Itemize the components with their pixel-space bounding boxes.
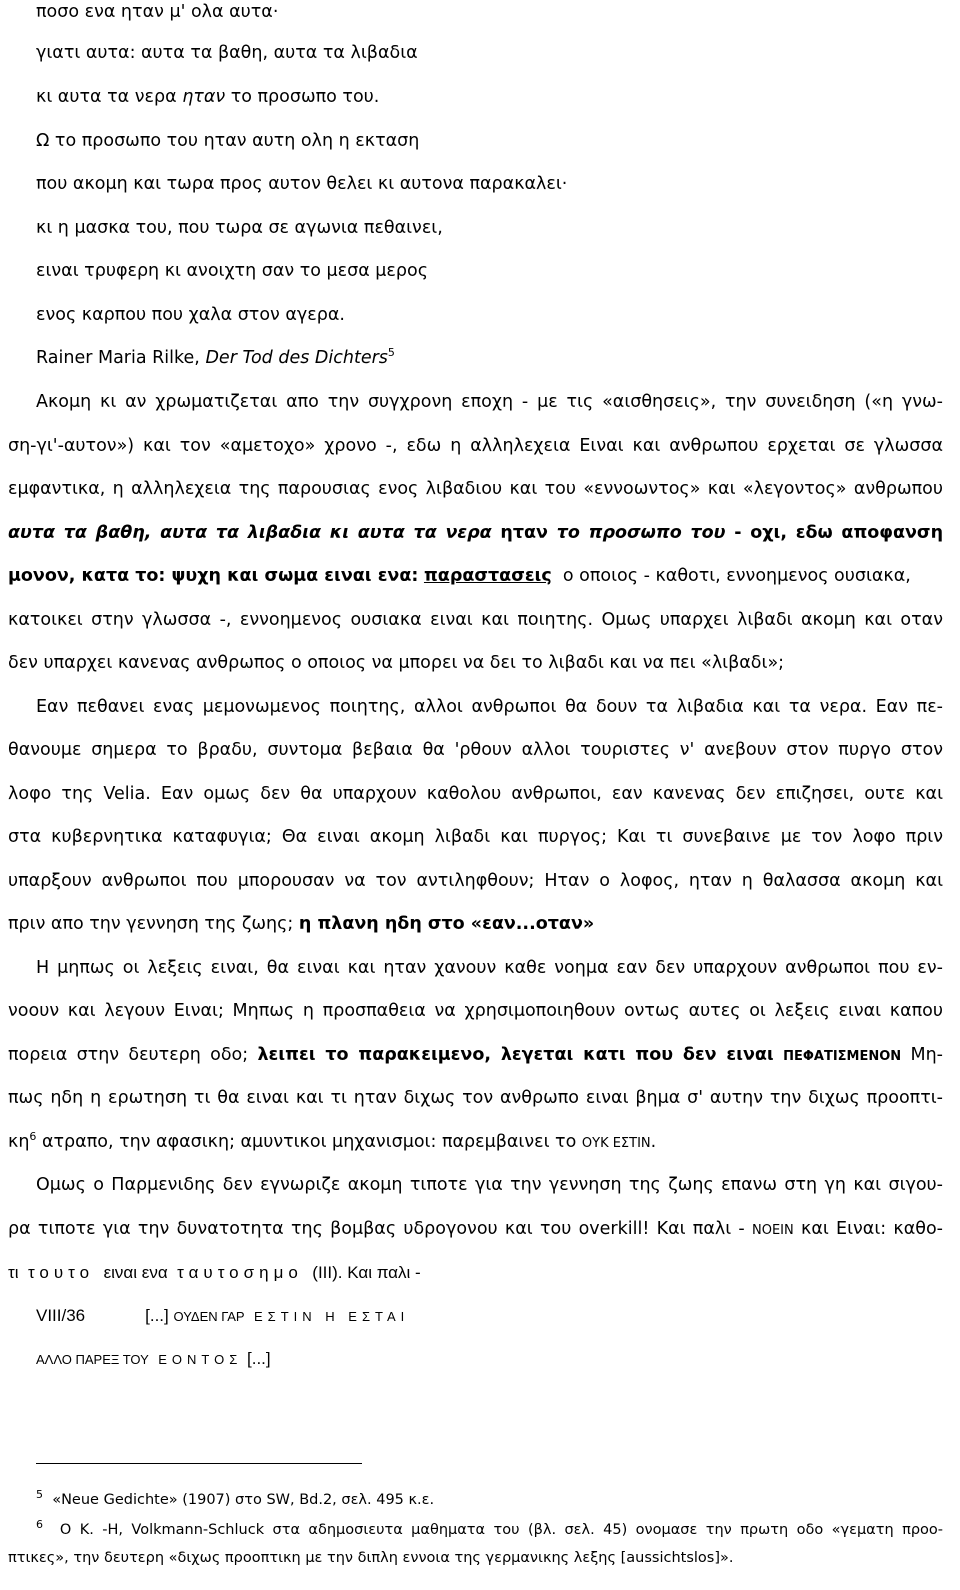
- small-caps-text: ΠΕΦΑΤΙΣΜΕΝΟΝ: [783, 1049, 902, 1064]
- bold-text: ηταν: [500, 523, 548, 543]
- text-line: θανουμε σημερα το βραδυ, συντομα βεβαια θα 'ρθουν αλλοι τουριστες ν' ανεβουν στον πυργο στον: [8, 740, 943, 760]
- small-caps-text: ΝΟΕΙΝ: [752, 1223, 794, 1238]
- text-line: υπαρξουν ανθρωποι που μπορουσαν να τον αντιληφθουν; Ηταν ο λοφος, ηταν η θαλασσα ακομη και: [8, 871, 943, 891]
- footnote-ref-5: 5: [387, 346, 395, 360]
- text: ειναι ενα: [103, 1263, 168, 1282]
- text: πριν απο την γεννηση της ζωης;: [8, 914, 294, 934]
- text-line: [8, 1043, 943, 1069]
- footnote-text: «Neue Gedichte» (1907) στο SW, Bd.2, σελ. 495 κ.ε.: [52, 1492, 435, 1508]
- spaced-text: ΕΟΝΤΟΣ: [158, 1352, 243, 1367]
- ellipsis: [...]: [145, 1306, 169, 1325]
- text-line: Ομως ο Παρμενιδης δεν εγνωριζε ακομη τιποτε για την γεννηση της ζωης επανω στη γη και σιγου-: [36, 1175, 943, 1195]
- poem-line-text: κι αυτα τα νερα: [36, 87, 177, 107]
- spaced-text: ταυτοσημο: [177, 1263, 303, 1282]
- quote-line: [36, 1304, 409, 1329]
- bold-italic-text: το προσωπο του: [556, 523, 726, 543]
- small-caps-text: ΟΥΚ ΕΣΤΙΝ: [581, 1136, 651, 1151]
- footnote-number: 5: [36, 1488, 43, 1502]
- text-line: λοφο της Velia. Εαν ομως δεν θα υπαρχουν καθολου ανθρωποι, εαν κανενας δεν επιζησει, ουτε και: [8, 784, 943, 804]
- bold-italic-text: αυτα τα βαθη, αυτα τα λιβαδια κι αυτα τα νερα: [8, 523, 492, 543]
- emphasis-text: ηταν: [182, 87, 226, 107]
- small-caps-text: ΑΛΛΟ ΠΑΡΕΞ ΤΟΥ: [36, 1352, 149, 1367]
- text: τι: [8, 1263, 19, 1282]
- quote-line: [36, 1347, 271, 1372]
- poem-attribution: [36, 346, 395, 370]
- bold-text: η πλανη ηδη στο «εαν...οταν»: [298, 914, 595, 934]
- text-line: εμφαντικα, η αλληλεχεια της παρουσιας ενος λιβαδιου και του «εννοωντος» και «λεγοντος» ανθρωπου: [8, 479, 943, 499]
- author-name: Rainer Maria Rilke,: [36, 348, 200, 368]
- poem-line: ενος καρπου που χαλα στον αγερα.: [36, 305, 345, 325]
- text-line: [8, 912, 943, 936]
- text: Μη-: [910, 1045, 943, 1065]
- text-line: [8, 521, 943, 545]
- text: ρα τιποτε για την δυνατοτητα της βομβας υδρογονου και του overkill! Και παλι -: [8, 1219, 745, 1239]
- poem-line: ειναι τρυφερη κι ανοιχτη σαν το μεσα μερος: [36, 261, 428, 281]
- poem-line: [36, 85, 379, 109]
- text-line: Εαν πεθανει ενας μεμονωμενος ποιητης, αλλοι ανθρωποι θα δουν τα λιβαδια και τα νερα. Εαν πε-: [36, 697, 943, 717]
- poem-line: γιατι αυτα: αυτα τα βαθη, αυτα τα λιβαδια: [36, 43, 418, 63]
- text: (III). Και παλι -: [312, 1263, 421, 1282]
- small-caps-text: ΟΥΔΕΝ ΓΑΡ: [173, 1309, 245, 1324]
- text: και Ειναι: καθο-: [801, 1219, 943, 1239]
- spaced-text: τουτο: [27, 1263, 95, 1282]
- text: .: [650, 1132, 657, 1152]
- spaced-text: ΕΣΤΙΝ Η ΕΣΤΑΙ: [254, 1309, 410, 1324]
- poem-line: που ακομη και τωρα προς αυτον θελει κι αυτονα παρακαλει·: [36, 174, 568, 194]
- underlined-bold-text: παραστασεις: [423, 566, 552, 586]
- footnote-6: [36, 1520, 943, 1540]
- text-line: [8, 1261, 943, 1285]
- text-line: [8, 564, 943, 588]
- quote-reference: VIII/36: [36, 1306, 86, 1325]
- footnote-text: Ο Κ. -Η, Volkmann-Schluck στα αδημοσιευτα μαθηματα του (βλ. σελ. 45) ονομασε την πρωτη οδο «γεματη προο-: [59, 1522, 943, 1538]
- text: πορεια στην δευτερη οδο;: [8, 1045, 249, 1065]
- text: κη: [8, 1132, 30, 1152]
- poem-line: Ω το προσωπο του ηταν αυτη ολη η εκταση: [36, 131, 420, 151]
- poem-line: κι η μασκα του, που τωρα σε αγωνια πεθαινει,: [36, 218, 443, 238]
- footnote-6-continued: πτικες», την δευτερη «διχως προοπτικη με την διπλη εννοια της γερμανικης λεξης [aussichtslos]».: [8, 1550, 734, 1566]
- text-line: κατοικει στην γλωσσα -, εννοημενος ουσιακα ειναι και ποιητης. Ομως υπαρχει λιβαδι ακομη και οταν: [8, 610, 943, 630]
- text-line: ση-γι'-αυτον») και τον «αμετοχο» χρονο -, εδω η αλληλεχεια Ειναι και ανθρωπου ερχεται σε γλωσσα: [8, 436, 943, 456]
- poem-line: ποσο ενα ηταν μ' ολα αυτα·: [36, 2, 279, 22]
- text: ατραπο, την αφασικη; αμυντικοι μηχανισμοι: παρεμβαινει το: [41, 1132, 577, 1152]
- text-line: δεν υπαρχει κανενας ανθρωπος ο οποιος να μπορει να δει το λιβαδι και να πει «λιβαδι»;: [8, 653, 785, 673]
- footnote-5: [36, 1490, 434, 1510]
- text-line: πως ηδη η ερωτηση τι θα ειναι και τι ηταν διχως τον ανθρωπο ειναι βημα σ' αυτην την διχως προοπτι-: [8, 1088, 943, 1108]
- bold-text: - οχι, εδω αποφανση: [734, 523, 944, 543]
- bold-text: μονον, κατα το: ψυχη και σωμα ειναι ενα:: [8, 566, 419, 586]
- text-line: νοουν και λεγουν Ειναι; Μηπως η προσπαθεια να χρησιμοποιηθουν οντως αυτες οι λεξεις ειναι καπου: [8, 1001, 943, 1021]
- footnote-ref-6: 6: [29, 1130, 37, 1144]
- footnote-number: 6: [36, 1518, 43, 1532]
- text-line: Ακομη κι αν χρωματιζεται απο την συγχρονη εποχη - με τις «αισθησεις», την συνειδηση («η γνω-: [36, 392, 943, 412]
- text-line: [8, 1217, 943, 1243]
- text: ο οποιος - καθοτι, εννοημενος ουσιακα,: [562, 566, 911, 586]
- text-line: Η μηπως οι λεξεις ειναι, θα ειναι και ηταν χανουν καθε νοημα εαν δεν υπαρχουν ανθρωποι που εν-: [36, 958, 943, 978]
- footnote-separator: [36, 1463, 362, 1464]
- text-line: στα κυβερνητικα καταφυγια; Θα ειναι ακομη λιβαδι και πυργος; Και τι συνεβαινε με τον λοφο πριν: [8, 827, 943, 847]
- bold-text: λειπει το παρακειμενο, λεγεται κατι που δεν ειναι: [257, 1045, 774, 1065]
- text-line: [8, 1130, 943, 1156]
- ellipsis: [...]: [247, 1349, 271, 1368]
- work-title: Der Tod des Dichters: [205, 348, 388, 368]
- poem-line-text: το προσωπο του.: [230, 87, 380, 107]
